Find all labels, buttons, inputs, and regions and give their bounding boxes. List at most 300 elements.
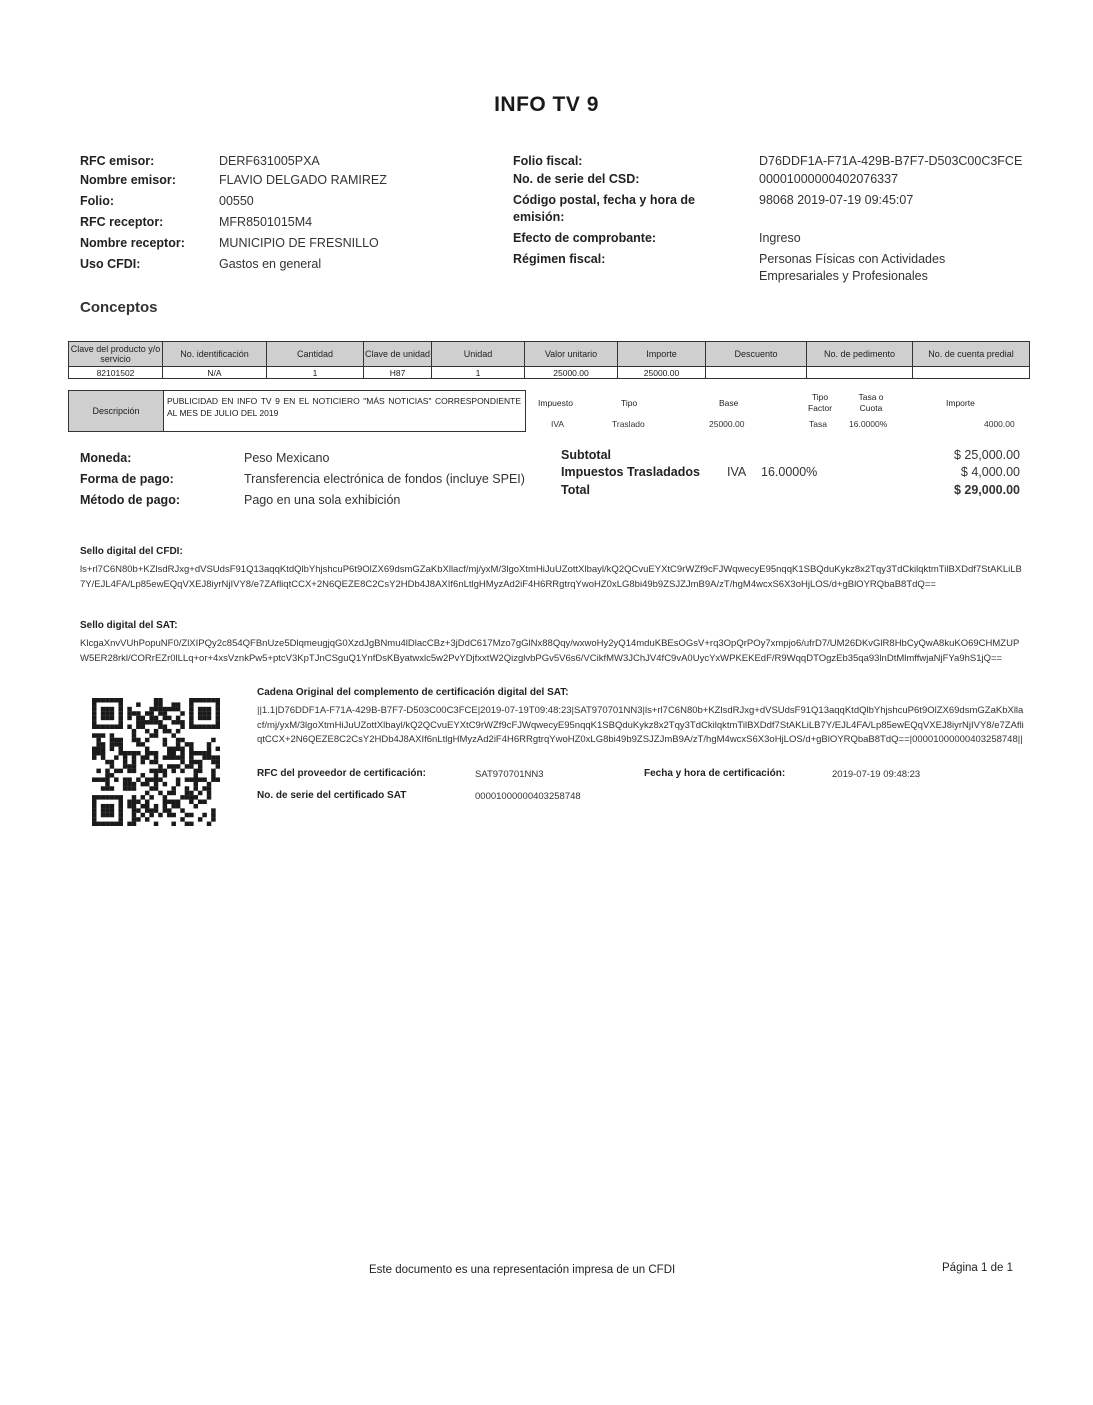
page-number: Página 1 de 1 xyxy=(942,1262,1013,1274)
qr-module xyxy=(211,769,216,774)
qr-module xyxy=(96,747,101,752)
impuestos-value: $ 4,000.00 xyxy=(960,465,1020,479)
qr-module xyxy=(189,747,194,752)
qr-module xyxy=(132,733,137,738)
qr-module xyxy=(163,795,168,800)
document-title: INFO TV 9 xyxy=(494,93,599,116)
qr-module xyxy=(176,782,181,787)
qr-module xyxy=(202,751,207,756)
qr-module xyxy=(114,724,119,729)
qr-module xyxy=(180,720,185,725)
qr-module xyxy=(110,747,115,752)
qr-module xyxy=(180,747,185,752)
qr-module xyxy=(101,724,106,729)
qr-module xyxy=(114,769,119,774)
qr-module xyxy=(110,804,115,809)
qr-module xyxy=(171,764,176,769)
qr-module xyxy=(149,795,154,800)
qr-module xyxy=(163,724,168,729)
qr-module xyxy=(202,755,207,760)
qr-module xyxy=(110,795,115,800)
qr-module xyxy=(163,716,168,721)
qr-module xyxy=(141,755,146,760)
qr-module xyxy=(216,777,220,782)
rfc-receptor-label: RFC receptor: xyxy=(80,215,164,229)
qr-module xyxy=(92,777,97,782)
qr-module xyxy=(180,795,185,800)
rfc-receptor-value: MFR8501015M4 xyxy=(219,215,313,229)
qr-module xyxy=(123,782,128,787)
qr-module xyxy=(141,716,146,721)
header-clave-producto: Clave del producto y/o servicio xyxy=(69,342,163,367)
qr-module xyxy=(180,711,185,716)
total-label: Total xyxy=(561,483,590,497)
tax-header-tipo-factor xyxy=(803,392,837,414)
qr-module xyxy=(167,755,172,760)
qr-module xyxy=(154,773,159,778)
qr-module xyxy=(154,720,159,725)
cadena-original-value: ||1.1|D76DDF1A-F71A-429B-B7F7-D503C00C3FCE|2019-07-19T09:48:23|SAT970701NN3|ls+rl7C6N80b+KZlsdRJxg+dVSUdsF91Q13aqqKtdQlbYhjshcuP6t9OlZX69dsmGZaKbXllacf/mj/yxM/3lgoXtmHiJuUZottXlbayl/kQ2QCvuEYXtC9rWZf9cFJWqwecyE95nqqK1SBQduKykz8x2Tqy3TdCkilqktmTilBXDdf7StAKLiLB7Y/EJL4FA/Lp85ewEQqVXEJ8iyrNjIVY8/e7ZAfliqtCCX+2N6QEZE8C2CsY2HDb4J8AXIf6nLtlgHMyzAd2iF4H6RRgtrqYwoHZ0xLG8bi49b9ZSJZJmB9A/zT/hgM4wcxS6X3oHjLOS/d+gBlOYRQbaB8TdQ==|00001000000403258748|| xyxy=(257,705,1024,745)
qr-module xyxy=(92,720,97,725)
table-row xyxy=(69,367,1030,379)
qr-module xyxy=(141,782,146,787)
folio-label: Folio: xyxy=(80,194,115,208)
qr-module xyxy=(118,813,123,818)
descripcion-box xyxy=(68,390,526,432)
qr-module xyxy=(154,769,159,774)
qr-module xyxy=(92,800,97,805)
uso-cfdi-label: Uso CFDI: xyxy=(80,257,141,271)
qr-module xyxy=(127,769,132,774)
cell-no-pedimento xyxy=(807,367,913,379)
qr-module xyxy=(216,724,220,729)
qr-module xyxy=(114,795,119,800)
qr-module xyxy=(110,813,115,818)
qr-module xyxy=(118,711,123,716)
qr-module xyxy=(118,702,123,707)
qr-module xyxy=(189,822,194,826)
nombre-receptor-value: MUNICIPIO DE FRESNILLO xyxy=(219,236,379,250)
qr-module xyxy=(158,777,163,782)
qr-module xyxy=(198,800,203,805)
qr-module xyxy=(145,738,150,743)
qr-module xyxy=(136,711,141,716)
qr-module xyxy=(101,795,106,800)
tax-tipo-factor: Tasa xyxy=(809,419,827,429)
qr-module xyxy=(118,822,123,826)
qr-module xyxy=(176,777,181,782)
qr-module xyxy=(194,760,199,765)
qr-module xyxy=(145,804,150,809)
qr-module xyxy=(127,822,132,826)
qr-module xyxy=(158,769,163,774)
qr-module xyxy=(123,786,128,791)
qr-module xyxy=(110,786,115,791)
cell-cuenta-predial xyxy=(913,367,1030,379)
qr-module xyxy=(92,813,97,818)
fecha-certificacion-value: 2019-07-19 09:48:23 xyxy=(832,769,921,780)
qr-module xyxy=(163,808,168,813)
qr-module xyxy=(189,755,194,760)
qr-module xyxy=(136,724,141,729)
regimen-label: Régimen fiscal: xyxy=(513,252,606,266)
qr-module xyxy=(198,751,203,756)
cadena-original-label: Cadena Original del complemento de certificación digital del SAT: xyxy=(257,687,569,698)
qr-module xyxy=(180,738,185,743)
qr-module xyxy=(194,804,199,809)
tax-header-impuesto: Impuesto xyxy=(538,398,573,408)
qr-module xyxy=(211,738,216,743)
qr-module xyxy=(132,738,137,743)
qr-module xyxy=(149,769,154,774)
qr-module xyxy=(202,707,207,712)
qr-module xyxy=(105,698,110,703)
qr-module xyxy=(167,813,172,818)
descripcion-text: PUBLICIDAD EN INFO TV 9 EN EL NOTICIERO "MÁS NOTICIAS" CORRESPONDIENTE AL MES DE JULIO DEL 2019 xyxy=(167,396,521,418)
qr-module xyxy=(207,755,212,760)
qr-module xyxy=(194,786,199,791)
qr-module xyxy=(189,795,194,800)
qr-module xyxy=(101,698,106,703)
qr-module xyxy=(110,742,115,747)
conceptos-heading: Conceptos xyxy=(80,299,158,316)
qr-module xyxy=(158,702,163,707)
nombre-emisor-label: Nombre emisor: xyxy=(80,173,176,187)
qr-module xyxy=(207,698,212,703)
qr-module xyxy=(101,742,106,747)
qr-module xyxy=(154,808,159,813)
qr-module xyxy=(154,755,159,760)
qr-module xyxy=(101,822,106,826)
qr-module xyxy=(141,760,146,765)
qr-module xyxy=(167,729,172,734)
qr-module xyxy=(163,738,168,743)
qr-module xyxy=(167,747,172,752)
qr-module xyxy=(110,808,115,813)
tax-tipo: Traslado xyxy=(612,419,645,429)
qr-module xyxy=(189,724,194,729)
qr-module xyxy=(145,817,150,822)
forma-pago-value: Transferencia electrónica de fondos (incluye SPEI) xyxy=(244,472,525,486)
tax-header-tasa xyxy=(853,392,889,414)
qr-module xyxy=(194,724,199,729)
serie-certificado-value: 00001000000403258748 xyxy=(475,791,581,802)
qr-module xyxy=(105,716,110,721)
qr-module xyxy=(110,764,115,769)
cp-fecha-label-line2: emisión: xyxy=(513,210,565,224)
qr-module xyxy=(96,751,101,756)
qr-module xyxy=(211,760,216,765)
tax-importe: 4000.00 xyxy=(984,419,1015,429)
qr-module xyxy=(110,698,115,703)
tax-header-tasa-line2: Cuota xyxy=(859,403,883,413)
qr-module xyxy=(127,800,132,805)
qr-module xyxy=(92,707,97,712)
qr-module xyxy=(110,760,115,765)
qr-module xyxy=(163,742,168,747)
folio-fiscal-label: Folio fiscal: xyxy=(513,154,583,168)
tax-header-base: Base xyxy=(719,398,739,408)
qr-module xyxy=(216,720,220,725)
rfc-emisor-value: DERF631005PXA xyxy=(219,154,320,168)
qr-module xyxy=(171,813,176,818)
qr-module xyxy=(189,813,194,818)
qr-module xyxy=(127,724,132,729)
qr-module xyxy=(132,808,137,813)
moneda-value: Peso Mexicano xyxy=(244,451,330,465)
qr-module xyxy=(211,817,216,822)
qr-module xyxy=(132,764,137,769)
qr-module xyxy=(189,742,194,747)
moneda-label: Moneda: xyxy=(80,451,132,465)
impuestos-trasladados-label: Impuestos Trasladados xyxy=(561,465,700,479)
qr-module xyxy=(141,720,146,725)
header-importe: Importe xyxy=(618,342,706,367)
qr-module xyxy=(198,760,203,765)
qr-module xyxy=(132,769,137,774)
qr-module xyxy=(96,769,101,774)
qr-module xyxy=(185,795,190,800)
qr-module xyxy=(163,769,168,774)
forma-pago-label: Forma de pago: xyxy=(80,472,174,486)
qr-module xyxy=(202,777,207,782)
qr-module xyxy=(110,724,115,729)
qr-module xyxy=(180,808,185,813)
qr-module xyxy=(163,729,168,734)
qr-module xyxy=(176,707,181,712)
qr-module xyxy=(136,777,141,782)
qr-module xyxy=(216,702,220,707)
qr-module xyxy=(154,804,159,809)
serie-csd-label: No. de serie del CSD: xyxy=(513,172,640,186)
qr-module xyxy=(202,711,207,716)
qr-module xyxy=(136,751,141,756)
qr-module xyxy=(149,760,154,765)
tax-header-tipo: Tipo xyxy=(621,398,638,408)
cell-valor-unitario: 25000.00 xyxy=(525,367,618,379)
qr-module xyxy=(105,786,110,791)
qr-module xyxy=(118,795,123,800)
qr-module xyxy=(211,773,216,778)
cell-cantidad: 1 xyxy=(267,367,364,379)
qr-module xyxy=(123,777,128,782)
qr-module xyxy=(154,716,159,721)
qr-module xyxy=(127,716,132,721)
efecto-label: Efecto de comprobante: xyxy=(513,231,657,245)
qr-module xyxy=(149,720,154,725)
qr-module xyxy=(167,808,172,813)
qr-module xyxy=(96,795,101,800)
qr-module xyxy=(105,808,110,813)
qr-module xyxy=(127,707,132,712)
qr-module xyxy=(180,755,185,760)
cell-importe: 25000.00 xyxy=(618,367,706,379)
qr-module xyxy=(154,777,159,782)
cp-fecha-label-line1: Código postal, fecha y hora de xyxy=(513,193,695,207)
qr-module xyxy=(158,707,163,712)
qr-module xyxy=(198,817,203,822)
qr-module xyxy=(176,764,181,769)
qr-module xyxy=(158,791,163,796)
qr-module xyxy=(158,724,163,729)
qr-module xyxy=(132,751,137,756)
qr-module xyxy=(114,738,119,743)
qr-module xyxy=(92,698,97,703)
qr-module xyxy=(105,782,110,787)
qr-module xyxy=(149,808,154,813)
qr-module xyxy=(118,804,123,809)
qr-module xyxy=(154,733,159,738)
qr-module xyxy=(198,698,203,703)
cell-no-identificacion: N/A xyxy=(163,367,267,379)
qr-module xyxy=(207,786,212,791)
qr-module xyxy=(145,808,150,813)
qr-module xyxy=(114,755,119,760)
qr-module xyxy=(180,817,185,822)
cell-unidad: 1 xyxy=(432,367,525,379)
qr-module xyxy=(149,786,154,791)
header-no-pedimento: No. de pedimento xyxy=(807,342,913,367)
qr-module xyxy=(132,760,137,765)
qr-module xyxy=(158,711,163,716)
qr-module xyxy=(118,742,123,747)
uso-cfdi-value: Gastos en general xyxy=(219,257,322,271)
qr-module xyxy=(198,724,203,729)
qr-module xyxy=(132,755,137,760)
qr-module xyxy=(132,817,137,822)
qr-module xyxy=(145,800,150,805)
qr-module xyxy=(194,751,199,756)
qr-module xyxy=(149,711,154,716)
qr-module xyxy=(132,804,137,809)
header-cuenta-predial: No. de cuenta predial xyxy=(913,342,1030,367)
subtotal-label: Subtotal xyxy=(561,448,611,462)
subtotal-value: $ 25,000.00 xyxy=(953,448,1020,462)
nombre-emisor-value: FLAVIO DELGADO RAMIREZ xyxy=(219,173,387,187)
qr-module xyxy=(163,782,168,787)
qr-module xyxy=(92,822,97,826)
qr-module xyxy=(198,716,203,721)
qr-module xyxy=(101,808,106,813)
qr-module xyxy=(127,777,132,782)
qr-module xyxy=(171,755,176,760)
qr-module xyxy=(163,711,168,716)
qr-module xyxy=(189,720,194,725)
qr-module xyxy=(92,702,97,707)
qr-module xyxy=(216,755,220,760)
qr-module xyxy=(136,808,141,813)
qr-module xyxy=(149,707,154,712)
qr-module xyxy=(180,751,185,756)
qr-module xyxy=(189,777,194,782)
qr-module xyxy=(118,720,123,725)
qr-module xyxy=(114,698,119,703)
qr-module xyxy=(110,738,115,743)
qr-module xyxy=(176,755,181,760)
qr-module xyxy=(132,786,137,791)
cell-clave-producto: 82101502 xyxy=(69,367,163,379)
qr-module xyxy=(110,733,115,738)
qr-module xyxy=(118,808,123,813)
sello-cfdi-label: Sello digital del CFDI: xyxy=(80,546,183,557)
qr-module xyxy=(141,813,146,818)
qr-module xyxy=(167,751,172,756)
qr-module xyxy=(101,747,106,752)
qr-module xyxy=(194,773,199,778)
qr-module xyxy=(207,795,212,800)
sello-sat-label: Sello digital del SAT: xyxy=(80,620,178,631)
tax-impuesto: IVA xyxy=(551,419,565,429)
qr-module xyxy=(167,800,172,805)
qr-module xyxy=(127,782,132,787)
fecha-certificacion-label: Fecha y hora de certificación: xyxy=(644,768,786,779)
qr-module xyxy=(123,764,128,769)
qr-module xyxy=(185,777,190,782)
qr-module xyxy=(167,707,172,712)
header-no-identificacion: No. identificación xyxy=(163,342,267,367)
qr-module xyxy=(154,698,159,703)
nombre-receptor-label: Nombre receptor: xyxy=(80,236,185,250)
footer-note: Este documento es una representación impresa de un CFDI xyxy=(369,1264,676,1276)
qr-module xyxy=(101,733,106,738)
qr-module xyxy=(211,755,216,760)
qr-module xyxy=(198,764,203,769)
descripcion-label: Descripción xyxy=(69,391,164,431)
folio-fiscal-value: D76DDF1A-F71A-429B-B7F7-D503C00C3FCE xyxy=(759,154,1023,168)
qr-module xyxy=(96,738,101,743)
qr-module xyxy=(189,760,194,765)
folio-value: 00550 xyxy=(219,194,254,208)
qr-module xyxy=(198,791,203,796)
qr-module xyxy=(207,742,212,747)
qr-module xyxy=(194,777,199,782)
header-unidad: Unidad xyxy=(432,342,525,367)
qr-module xyxy=(211,698,216,703)
cp-fecha-value: 98068 2019-07-19 09:45:07 xyxy=(759,193,914,207)
sello-cfdi-value: ls+rl7C6N80b+KZlsdRJxg+dVSUdsF91Q13aqqKtdQlbYhjshcuP6t9OlZX69dsmGZaKbXllacf/mj/yxM/3lgoXtmHiJuUZottXlbayl/kQ2QCvuEYXtC9rWZf9cFJWqwecyE95nqqK1SBQduKykz8x2Tqy3TdCkilqktmTilBXDdf7StAKLiLB7Y/EJL4FA/Lp85ewEQqVXEJ8iyrNjIVY8/e7ZAfliqtCCX+2N6QEZE8C2CsY2HDb4J8AXIf6nLtlgHMyzAd2iF4H6RRgtrqYwoHZ0xLG8bi49b9ZSJZJmB9A/zT/hgM4wcxS6X3oHjLOS/d+gBlOYRQbaB8TdQ== xyxy=(80,564,1022,590)
qr-module xyxy=(101,804,106,809)
qr-module xyxy=(171,702,176,707)
qr-module xyxy=(92,817,97,822)
qr-module xyxy=(216,707,220,712)
qr-module xyxy=(105,777,110,782)
qr-module xyxy=(123,755,128,760)
qr-module xyxy=(92,795,97,800)
qr-module xyxy=(123,760,128,765)
regimen-value-line1: Personas Físicas con Actividades xyxy=(759,252,946,266)
header-cantidad: Cantidad xyxy=(267,342,364,367)
qr-module xyxy=(207,747,212,752)
qr-module xyxy=(145,755,150,760)
qr-module xyxy=(163,800,168,805)
qr-module xyxy=(118,769,123,774)
qr-module xyxy=(149,733,154,738)
qr-module xyxy=(105,822,110,826)
qr-module xyxy=(110,822,115,826)
qr-module xyxy=(101,786,106,791)
qr-module xyxy=(127,751,132,756)
qr-module xyxy=(180,760,185,765)
qr-module xyxy=(114,742,119,747)
qr-module xyxy=(92,751,97,756)
qr-module xyxy=(167,716,172,721)
qr-module xyxy=(145,791,150,796)
qr-module xyxy=(185,786,190,791)
tax-base: 25000.00 xyxy=(709,419,745,429)
qr-module xyxy=(171,720,176,725)
qr-module xyxy=(171,804,176,809)
qr-module xyxy=(105,707,110,712)
